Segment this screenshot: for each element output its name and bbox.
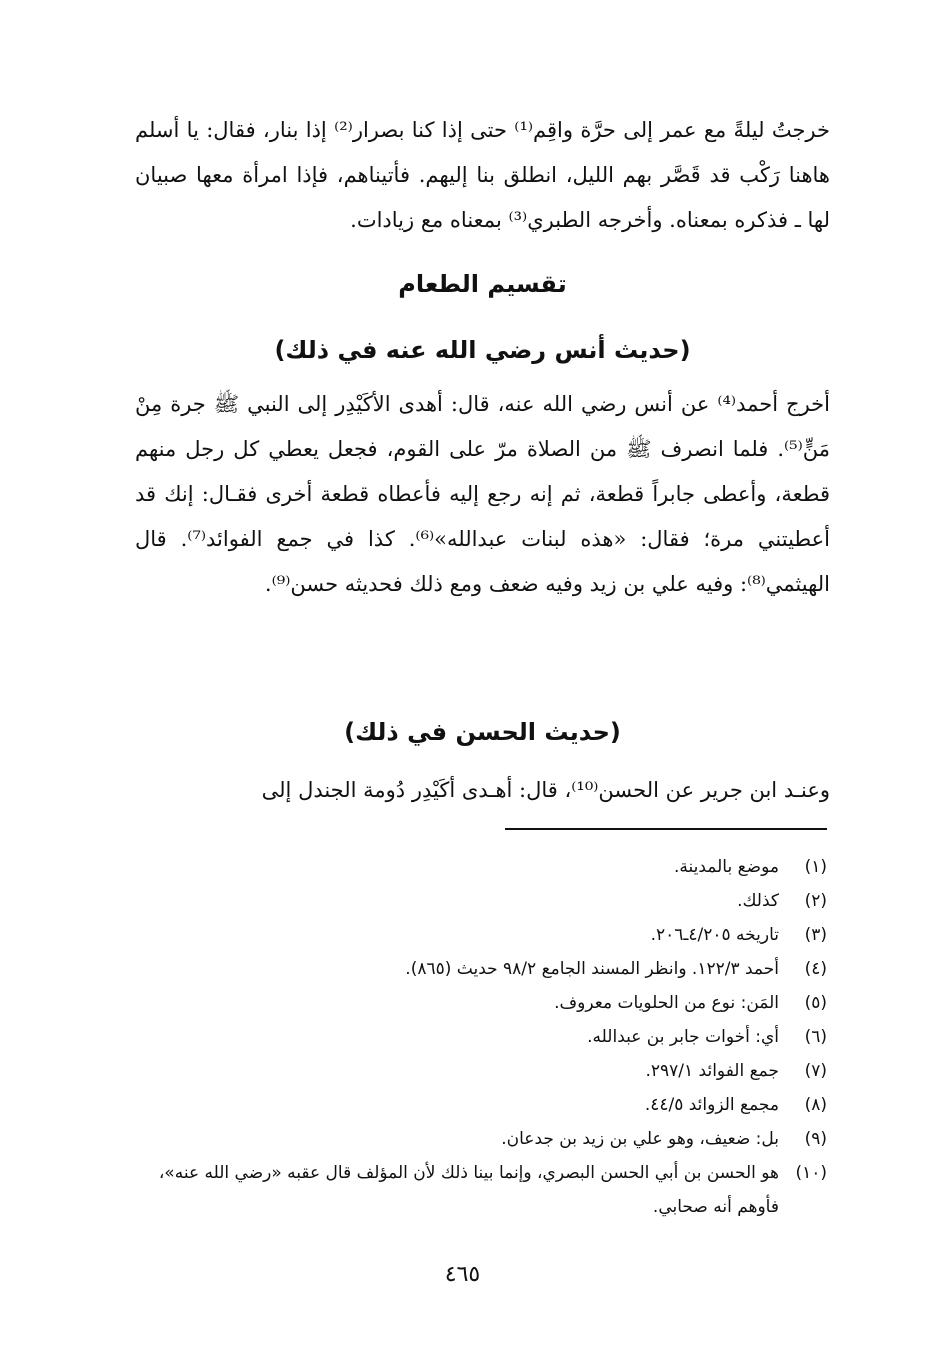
footnote-number: (٣) xyxy=(804,925,827,945)
footnote-number: (٢) xyxy=(804,891,827,911)
footnote-text: هو الحسن بن أبي الحسن البصري، وإنما بينا ذلك لأن المؤلف قال عقبه «رضي الله عنه»، فأوهم أنه صحابي. xyxy=(158,1163,779,1217)
footnote-text: أي: أخوات جابر بن عبدالله. xyxy=(587,1027,779,1047)
opening-paragraph: خرجتُ ليلةً مع عمر إلى حرَّة واقِم⁽¹⁾ حتى إذا كنا بصرار⁽²⁾ إذا بنار، فقال: يا أسلم هاهنا رَكْب قد قَصَّر بهم الليل، انطلق بنا إليهم. فأتيناهم، فإذا امرأة معها صبيان لها ـ فذكره بمعناه. وأخرجه الطبري⁽³⁾ بمعناه مع زيادات. xyxy=(135,118,830,232)
footnote-1 xyxy=(135,850,827,884)
footnote-text: موضع بالمدينة. xyxy=(674,857,779,877)
footnote-text: أحمد ١٢٢/٣. وانظر المسند الجامع ٩٨/٢ حديث (٨٦٥). xyxy=(405,959,779,979)
subsection-title-anas: (حديث أنس رضي الله عنه في ذلك) xyxy=(274,336,691,364)
subsection-title-hasan: (حديث الحسن في ذلك) xyxy=(344,718,621,746)
footnote-4 xyxy=(135,952,827,986)
footnote-text: بل: ضعيف، وهو علي بن زيد بن جدعان. xyxy=(501,1129,779,1149)
footnote-text: تاريخه ٤/٢٠٥ـ٢٠٦. xyxy=(650,925,779,945)
footnote-5 xyxy=(135,986,827,1020)
footnote-number: (٨) xyxy=(804,1095,827,1115)
anas-hadith-paragraph: أخرج أحمد⁽⁴⁾ عن أنس رضي الله عنه، قال: أهدى الأكَيْدِر إلى النبي ﷺ جرة مِنْ مَنٍّ⁽⁵⁾. فلما انصرف ﷺ من الصلاة مرّ على القوم، فجعل يعطي كل رجل منهم قطعة، وأعطى جابراً قطعة، ثم إنه رجع إليه فأعطاه قطعة أخرى فقـال: إنك قد أعطيتني مرة؛ فقال: «هذه لبنات عبدالله»⁽⁶⁾. كذا في جمع الفوائد⁽⁷⁾. قال الهيثمي⁽⁸⁾: وفيه علي بن زيد وفيه ضعف ومع ذلك فحديثه حسن⁽⁹⁾. xyxy=(135,392,831,596)
footnote-number: (٤) xyxy=(804,959,827,979)
footnote-number: (٦) xyxy=(804,1027,827,1047)
footnote-number: (٩) xyxy=(804,1129,827,1149)
footnote-text: مجمع الزوائد ٤٤/٥. xyxy=(644,1095,779,1115)
footnote-3 xyxy=(135,918,827,952)
footnote-number: (٥) xyxy=(804,993,827,1013)
footnote-10 xyxy=(135,1156,827,1224)
footnote-separator xyxy=(505,828,827,830)
hasan-hadith-paragraph: وعنـد ابن جرير عن الحسن⁽¹⁰⁾، قال: أهـدى أكَيْدِر دُومة الجندل إلى xyxy=(261,778,830,802)
section-title: تقسيم الطعام xyxy=(398,270,567,298)
footnote-6 xyxy=(135,1020,827,1054)
footnote-9 xyxy=(135,1122,827,1156)
footnote-text: المَن: نوع من الحلويات معروف. xyxy=(554,993,779,1013)
footnote-number: (١) xyxy=(804,857,827,877)
page-number: ٤٦٥ xyxy=(444,1262,481,1287)
footnote-number: (١٠) xyxy=(795,1163,827,1183)
footnote-text: كذلك. xyxy=(737,891,779,911)
footnote-number: (٧) xyxy=(804,1061,827,1081)
footnote-8 xyxy=(135,1088,827,1122)
footnote-2 xyxy=(135,884,827,918)
footnotes-list xyxy=(135,850,827,1224)
footnote-text: جمع الفوائد ٢٩٧/١. xyxy=(645,1061,779,1081)
footnote-7 xyxy=(135,1054,827,1088)
